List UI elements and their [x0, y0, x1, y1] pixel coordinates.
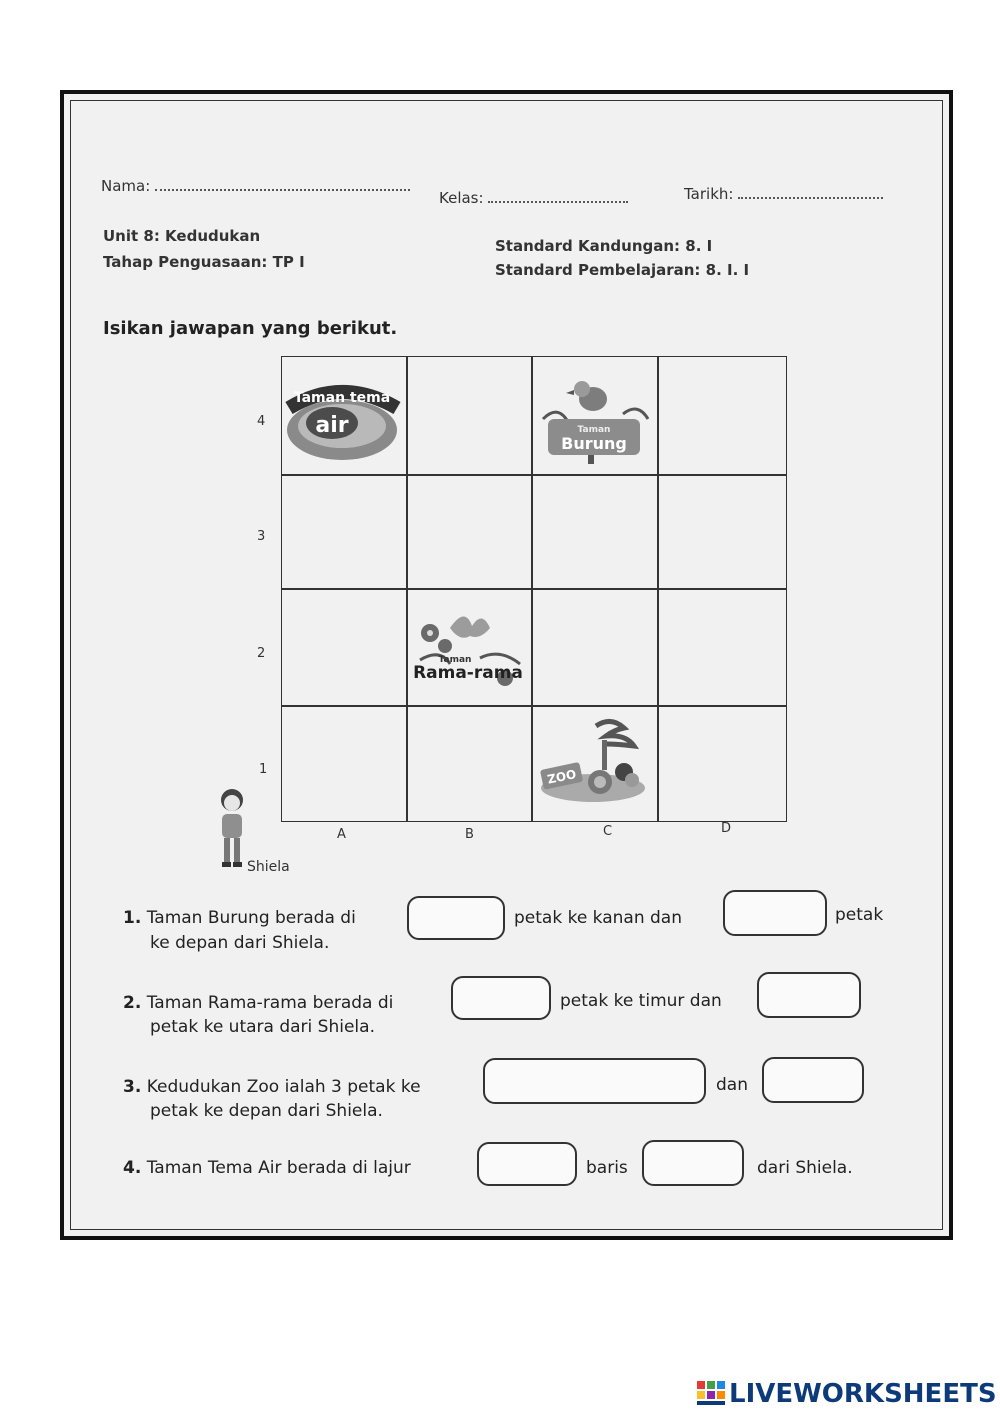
col-label-d: D	[721, 821, 732, 836]
question-4-text-b: baris	[586, 1158, 628, 1178]
tarikh-line	[738, 187, 883, 199]
question-3-text-b: dan	[716, 1075, 748, 1095]
zoo-word: ZOO	[546, 766, 578, 787]
taman-burung-picture	[538, 374, 653, 466]
grid-hline-3	[282, 705, 786, 707]
liveworksheets-logo	[697, 1377, 997, 1411]
question-4-number: 4.	[123, 1158, 142, 1178]
answer-2a-input[interactable]	[451, 976, 551, 1020]
taman-rama-rama-word: Rama-rama	[413, 663, 523, 683]
col-label-a: A	[337, 827, 346, 842]
nama-field	[101, 177, 410, 195]
row-label-3: 3	[257, 529, 266, 544]
tarikh-field	[684, 185, 883, 203]
question-2-line-1	[123, 993, 393, 1013]
taman-rama-rama-title: Taman	[438, 655, 472, 665]
zoo-picture	[536, 716, 650, 808]
row-label-2: 2	[257, 646, 266, 661]
shiela-label: Shiela	[247, 859, 290, 875]
unit-title: Unit 8: Kedudukan	[103, 227, 261, 245]
question-4-line-1	[123, 1158, 411, 1178]
question-1-line-1	[123, 908, 356, 928]
nama-line	[155, 179, 410, 191]
answer-4b-input[interactable]	[642, 1140, 744, 1186]
instruction: Isikan jawapan yang berikut.	[103, 318, 398, 339]
answer-3b-input[interactable]	[762, 1057, 864, 1103]
tarikh-label: Tarikh:	[684, 185, 734, 203]
standard-pembelajaran: Standard Pembelajaran: 8. I. I	[495, 261, 750, 279]
grid-hline-1	[282, 474, 786, 476]
taman-tema-air-picture	[284, 378, 402, 464]
answer-1b-input[interactable]	[723, 890, 827, 936]
tahap-penguasaan: Tahap Penguasaan: TP I	[103, 253, 305, 271]
question-1-text-d: ke depan dari Shiela.	[150, 933, 330, 953]
question-3-number: 3.	[123, 1077, 142, 1097]
question-2-text-b: petak ke timur dan	[560, 991, 722, 1011]
question-1-text-b: petak ke kanan dan	[514, 908, 682, 928]
grid-hline-2	[282, 588, 786, 590]
row-label-4: 4	[257, 414, 266, 429]
col-label-c: C	[603, 824, 613, 839]
taman-tema-air-title: Taman tema	[293, 390, 391, 406]
question-1-text-a: Taman Burung berada di	[146, 908, 356, 928]
shiela-figure	[212, 788, 252, 870]
kelas-line	[488, 191, 628, 203]
question-2-text-a: Taman Rama-rama berada di	[146, 993, 394, 1013]
taman-burung-title: Taman	[577, 425, 611, 435]
taman-rama-rama-picture	[410, 608, 528, 692]
liveworksheets-grid-icon	[697, 1381, 725, 1407]
standard-kandungan: Standard Kandungan: 8. I	[495, 237, 713, 255]
question-1-text-c: petak	[835, 905, 884, 925]
kelas-label: Kelas:	[439, 189, 484, 207]
taman-tema-air-word: air	[315, 413, 349, 438]
answer-1a-input[interactable]	[407, 896, 505, 940]
question-3-text-a: Kedudukan Zoo ialah 3 petak ke	[146, 1077, 421, 1097]
row-label-1: 1	[259, 762, 268, 777]
answer-4a-input[interactable]	[477, 1142, 577, 1186]
question-4-text-a: Taman Tema Air berada di lajur	[146, 1158, 411, 1178]
answer-3a-input[interactable]	[483, 1058, 706, 1104]
question-3-line-1	[123, 1077, 421, 1097]
question-1-number: 1.	[123, 908, 142, 928]
taman-burung-word: Burung	[561, 434, 627, 453]
nama-label: Nama:	[101, 177, 151, 195]
question-2-text-d: petak ke utara dari Shiela.	[150, 1017, 375, 1037]
question-3-text-d: petak ke depan dari Shiela.	[150, 1101, 383, 1121]
kelas-field	[439, 189, 628, 207]
question-2-number: 2.	[123, 993, 142, 1013]
answer-2b-input[interactable]	[757, 972, 861, 1018]
question-4-text-c: dari Shiela.	[757, 1158, 853, 1178]
col-label-b: B	[465, 827, 474, 842]
liveworksheets-brand-text: LIVEWORKSHEETS	[729, 1379, 997, 1409]
